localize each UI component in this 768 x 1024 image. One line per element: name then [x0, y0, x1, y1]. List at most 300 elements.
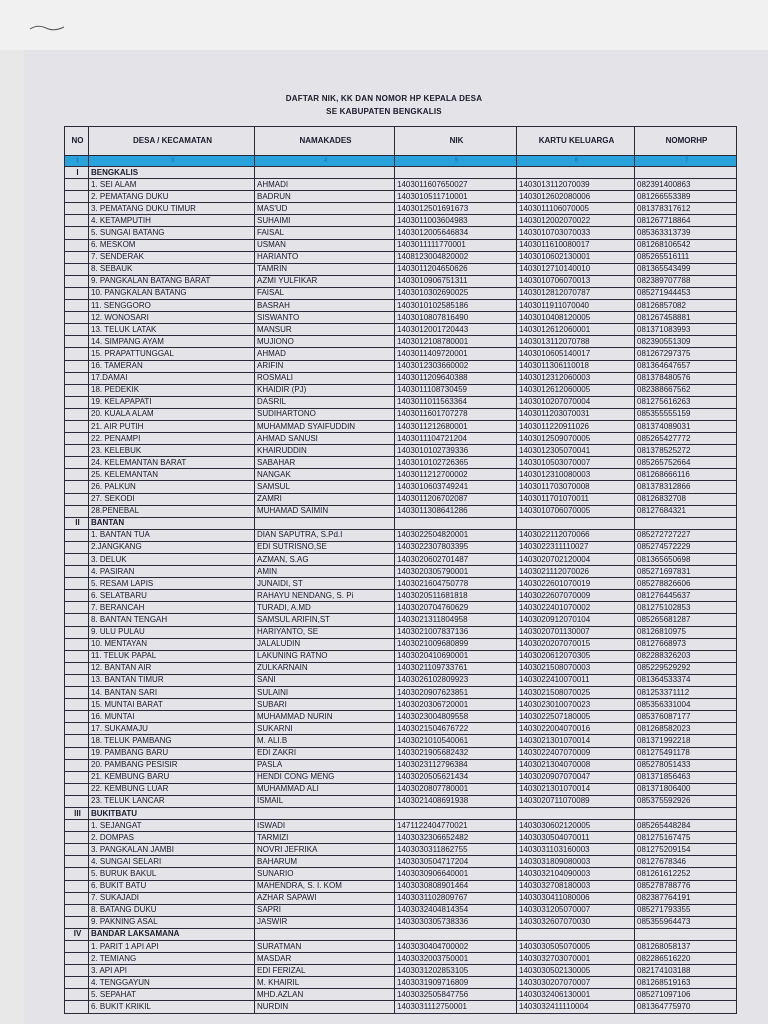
cell-kk: 1403030505070005 — [517, 941, 635, 953]
cell-nomorhp: 082388667562 — [635, 384, 737, 396]
cell-nomorhp: 081371806400 — [635, 783, 737, 795]
cell-namakades: ISMAIL — [255, 795, 395, 807]
cell-desa: 17. SUKAMAJU — [89, 723, 255, 735]
cell-desa: 3. DELUK — [89, 554, 255, 566]
cell-no — [65, 650, 89, 662]
cell-desa: 6. SELATBARU — [89, 590, 255, 602]
cell-kk: 1403011911070040 — [517, 300, 635, 312]
table-row — [65, 747, 737, 759]
cell-no — [65, 674, 89, 686]
cell-kk: 1403021508070025 — [517, 687, 635, 699]
cell-no — [65, 941, 89, 953]
cell-nomorhp: 081275616263 — [635, 396, 737, 408]
cell-nomorhp: 085265427772 — [635, 433, 737, 445]
cell-kk — [517, 167, 635, 179]
cell-nomorhp — [635, 807, 737, 819]
cell-namakades: MUJIONO — [255, 336, 395, 348]
cell-namakades — [255, 807, 395, 819]
cell-kk: 1403030411080006 — [517, 892, 635, 904]
cell-kk: 1403010706070013 — [517, 275, 635, 287]
table-row — [65, 578, 737, 590]
cell-desa: 1. SEI ALAM — [89, 179, 255, 191]
cell-no — [65, 747, 89, 759]
cell-desa: 15. MUNTAI BARAT — [89, 699, 255, 711]
cell-desa: 21. AIR PUTIH — [89, 420, 255, 432]
cell-desa: 3. PANGKALAN JAMBI — [89, 844, 255, 856]
cell-no — [65, 239, 89, 251]
cell-namakades — [255, 517, 395, 529]
cell-namakades: BASRAH — [255, 300, 395, 312]
cell-nomorhp: 085376087177 — [635, 711, 737, 723]
cell-namakades: MUHAMMAD SYAIFUDDIN — [255, 420, 395, 432]
village-head-table — [64, 126, 737, 1014]
table-row — [65, 868, 737, 880]
table-row — [65, 638, 737, 650]
cell-namakades: AMIN — [255, 566, 395, 578]
cell-kk: 1403012602080006 — [517, 191, 635, 203]
cell-kk: 1403020612070305 — [517, 650, 635, 662]
cell-nomorhp: 08126832708 — [635, 493, 737, 505]
cell-kk: 1403012310080003 — [517, 469, 635, 481]
table-row — [65, 275, 737, 287]
table-row — [65, 832, 737, 844]
table-row — [65, 674, 737, 686]
table-row — [65, 529, 737, 541]
cell-namakades: MASDAR — [255, 953, 395, 965]
cell-desa: 16. TAMERAN — [89, 360, 255, 372]
cell-nik: 1403032306652482 — [395, 832, 517, 844]
cell-namakades: LAKUNING RATNO — [255, 650, 395, 662]
cell-desa: 7. SENDERAK — [89, 251, 255, 263]
cell-desa: 6. BUKIT BATU — [89, 880, 255, 892]
table-row — [65, 312, 737, 324]
cell-no — [65, 312, 89, 324]
cell-desa: 5. RESAM LAPIS — [89, 578, 255, 590]
cell-desa: 14. BANTAN SARI — [89, 687, 255, 699]
cell-desa: 22. KEMBUNG LUAR — [89, 783, 255, 795]
cell-namakades: SISWANTO — [255, 312, 395, 324]
cell-no — [65, 844, 89, 856]
table-row — [65, 711, 737, 723]
cell-no: IV — [65, 928, 89, 940]
cell-no — [65, 554, 89, 566]
cell-no — [65, 469, 89, 481]
cell-nik: 1403012303660002 — [395, 360, 517, 372]
cell-no — [65, 953, 89, 965]
cell-kk: 1403023010070023 — [517, 699, 635, 711]
cell-no — [65, 771, 89, 783]
cell-nik: 1403011212680001 — [395, 420, 517, 432]
cell-namakades: SABAHAR — [255, 457, 395, 469]
cell-kk: 1403030207070007 — [517, 977, 635, 989]
cell-kk: 1403031809080003 — [517, 856, 635, 868]
cell-desa: 25. KELEMANTAN — [89, 469, 255, 481]
cell-no — [65, 965, 89, 977]
table-row — [65, 457, 737, 469]
cell-no — [65, 348, 89, 360]
cell-namakades: MAHENDRA, S. I. KOM — [255, 880, 395, 892]
cell-nik: 1403020602701487 — [395, 554, 517, 566]
cell-namakades: M. ALI.B — [255, 735, 395, 747]
table-row — [65, 215, 737, 227]
cell-nik: 1403020505621434 — [395, 771, 517, 783]
cell-no — [65, 529, 89, 541]
cell-nik: 1403021504676722 — [395, 723, 517, 735]
table-row — [65, 227, 737, 239]
cell-nik: 1403010511710001 — [395, 191, 517, 203]
cell-kk: 1403020702120004 — [517, 554, 635, 566]
cell-kk: 1403010503070007 — [517, 457, 635, 469]
cell-no — [65, 493, 89, 505]
cell-nik: 1403021408691938 — [395, 795, 517, 807]
cell-nik: 1403012108780001 — [395, 336, 517, 348]
cell-no: II — [65, 517, 89, 529]
table-row — [65, 699, 737, 711]
table-body — [65, 167, 737, 1014]
cell-no: I — [65, 167, 89, 179]
cell-nomorhp: 082387764191 — [635, 892, 737, 904]
cell-desa: 12. WONOSARI — [89, 312, 255, 324]
cell-namakades: KHAIRUDDIN — [255, 445, 395, 457]
cell-desa: 13. TELUK LATAK — [89, 324, 255, 336]
cell-namakades: SANI — [255, 674, 395, 686]
cell-namakades: SULAINI — [255, 687, 395, 699]
cell-kk: 1403020907070047 — [517, 771, 635, 783]
cell-namakades: JUNAIDI, ST — [255, 578, 395, 590]
table-row — [65, 324, 737, 336]
cell-kk: 1403012812070787 — [517, 287, 635, 299]
cell-no — [65, 759, 89, 771]
cell-desa: 1. BANTAN TUA — [89, 529, 255, 541]
cell-no — [65, 868, 89, 880]
cell-desa: BANTAN — [89, 517, 255, 529]
cell-kk: 1403012509070005 — [517, 433, 635, 445]
cell-nik: 1403011212700002 — [395, 469, 517, 481]
cell-kk: 1403022507180005 — [517, 711, 635, 723]
cell-nik: 1403030504717204 — [395, 856, 517, 868]
cell-nomorhp: 081253371112 — [635, 687, 737, 699]
cell-nomorhp: 08126810975 — [635, 626, 737, 638]
cell-kk: 1403022401070002 — [517, 602, 635, 614]
column-number-row — [65, 156, 737, 167]
cell-namakades: NURDIN — [255, 1001, 395, 1013]
cell-nik: 1471122404770021 — [395, 820, 517, 832]
cell-namakades: ZULKARNAIN — [255, 662, 395, 674]
cell-no — [65, 638, 89, 650]
cell-nik: 1403012001720443 — [395, 324, 517, 336]
cell-nik: 1403026102809923 — [395, 674, 517, 686]
cell-nik: 1403022504820001 — [395, 529, 517, 541]
cell-nomorhp: 081378480576 — [635, 372, 737, 384]
cell-no — [65, 179, 89, 191]
cell-no — [65, 505, 89, 517]
cell-kk: 1403022601070019 — [517, 578, 635, 590]
cell-namakades: ROSMALI — [255, 372, 395, 384]
cell-nomorhp: 085271793355 — [635, 904, 737, 916]
cell-namakades: ISWADI — [255, 820, 395, 832]
cell-kk: 1403010605140017 — [517, 348, 635, 360]
col-number: 5 — [395, 156, 517, 167]
cell-desa: 20. PAMBANG PESISIR — [89, 759, 255, 771]
cell-kk: 1403011701070011 — [517, 493, 635, 505]
table-row — [65, 493, 737, 505]
cell-desa: 21. KEMBUNG BARU — [89, 771, 255, 783]
cell-desa: BENGKALIS — [89, 167, 255, 179]
cell-kk: 1403010706070005 — [517, 505, 635, 517]
table-row — [65, 372, 737, 384]
cell-desa: 19. KELAPAPATI — [89, 396, 255, 408]
cell-no — [65, 820, 89, 832]
cell-namakades: EDI FERIZAL — [255, 965, 395, 977]
cell-namakades — [255, 928, 395, 940]
cell-kk: 1403032703070001 — [517, 953, 635, 965]
section-row — [65, 807, 737, 819]
cell-nik: 1403010102726365 — [395, 457, 517, 469]
cell-kk: 1403032708180003 — [517, 880, 635, 892]
cell-nomorhp: 081378317612 — [635, 203, 737, 215]
col-number: 3 — [89, 156, 255, 167]
cell-kk: 1403022407070009 — [517, 747, 635, 759]
cell-nomorhp: 082288326203 — [635, 650, 737, 662]
cell-nomorhp: 082389707788 — [635, 275, 737, 287]
cell-namakades: RAHAYU NENDANG, S. Pi — [255, 590, 395, 602]
cell-no — [65, 227, 89, 239]
cell-desa: 9. PANGKALAN BATANG BARAT — [89, 275, 255, 287]
table-row — [65, 650, 737, 662]
cell-namakades: MANSUR — [255, 324, 395, 336]
cell-nomorhp: 08127668973 — [635, 638, 737, 650]
cell-no — [65, 1001, 89, 1013]
cell-nik: 1403020410690001 — [395, 650, 517, 662]
cell-namakades: SUNARIO — [255, 868, 395, 880]
cell-nik: 1403020305790001 — [395, 566, 517, 578]
cell-nik: 1403011003604983 — [395, 215, 517, 227]
cell-nik: 1403032003750001 — [395, 953, 517, 965]
cell-nik: 1403031909716809 — [395, 977, 517, 989]
cell-kk: 1403020207070015 — [517, 638, 635, 650]
table-row — [65, 723, 737, 735]
cell-desa: 2. PEMATANG DUKU — [89, 191, 255, 203]
cell-kk: 1403020711070089 — [517, 795, 635, 807]
cell-desa: 26. PALKUN — [89, 481, 255, 493]
cell-nomorhp — [635, 167, 737, 179]
table-row — [65, 433, 737, 445]
cell-nomorhp: 081365650698 — [635, 554, 737, 566]
cell-nomorhp: 081364647657 — [635, 360, 737, 372]
cell-desa: 3. PEMATANG DUKU TIMUR — [89, 203, 255, 215]
table-row — [65, 287, 737, 299]
cell-kk: 1403013112070788 — [517, 336, 635, 348]
cell-nik — [395, 517, 517, 529]
cell-nik: 1403011209640388 — [395, 372, 517, 384]
cell-no — [65, 541, 89, 553]
cell-kk: 1403022004070016 — [517, 723, 635, 735]
cell-namakades: AZMAN, S.AG — [255, 554, 395, 566]
cell-nomorhp: 082390551309 — [635, 336, 737, 348]
cell-nik — [395, 928, 517, 940]
cell-nomorhp: 081371992218 — [635, 735, 737, 747]
cell-namakades: JASWIR — [255, 916, 395, 928]
cell-desa: 7. SUKAJADI — [89, 892, 255, 904]
cell-kk: 1403012612060005 — [517, 384, 635, 396]
cell-nik: 1403011108730459 — [395, 384, 517, 396]
cell-desa: 19. PAMBANG BARU — [89, 747, 255, 759]
table-row — [65, 590, 737, 602]
cell-desa: 1. PARIT 1 API API — [89, 941, 255, 953]
cell-nomorhp: 082174103188 — [635, 965, 737, 977]
table-row — [65, 953, 737, 965]
cell-desa: 4. PASIRAN — [89, 566, 255, 578]
table-row — [65, 977, 737, 989]
cell-nik: 1403020807780001 — [395, 783, 517, 795]
cell-no — [65, 445, 89, 457]
cell-kk: 1403022311110027 — [517, 541, 635, 553]
table-row — [65, 239, 737, 251]
table-row — [65, 384, 737, 396]
table-row — [65, 795, 737, 807]
cell-kk: 1403030602120005 — [517, 820, 635, 832]
cell-desa: 27. SEKODI — [89, 493, 255, 505]
cell-no — [65, 408, 89, 420]
cell-desa: 17.DAMAI — [89, 372, 255, 384]
cell-namakades: NOVRI JEFRIKA — [255, 844, 395, 856]
cell-namakades: HARIYANTO, SE — [255, 626, 395, 638]
cell-no — [65, 626, 89, 638]
cell-kk: 1403011203070031 — [517, 408, 635, 420]
table-row — [65, 191, 737, 203]
cell-nik: 1408123004820002 — [395, 251, 517, 263]
cell-no — [65, 723, 89, 735]
cell-nomorhp: 085274572229 — [635, 541, 737, 553]
cell-desa: 7. BERANCAH — [89, 602, 255, 614]
cell-desa: 15. PRAPATTUNGGAL — [89, 348, 255, 360]
cell-desa: 2. DOMPAS — [89, 832, 255, 844]
cell-no — [65, 602, 89, 614]
cell-nomorhp: 081275491178 — [635, 747, 737, 759]
cell-nik: 1403030305738336 — [395, 916, 517, 928]
cell-nomorhp: 081268106542 — [635, 239, 737, 251]
cell-nomorhp: 085272727227 — [635, 529, 737, 541]
table-row — [65, 481, 737, 493]
cell-no — [65, 892, 89, 904]
cell-kk: 1403021112070026 — [517, 566, 635, 578]
cell-nik: 1403022307803395 — [395, 541, 517, 553]
col-header-nomorhp: NOMORHP — [635, 127, 737, 156]
cell-desa: 5. BURUK BAKUL — [89, 868, 255, 880]
cell-desa: 4. TENGGAYUN — [89, 977, 255, 989]
cell-nomorhp: 08127684321 — [635, 505, 737, 517]
cell-namakades: FAISAL — [255, 287, 395, 299]
cell-namakades: MHD.AZLAN — [255, 989, 395, 1001]
cell-nomorhp — [635, 928, 737, 940]
table-row — [65, 348, 737, 360]
table-row — [65, 759, 737, 771]
cell-kk: 1403031103160003 — [517, 844, 635, 856]
cell-nik: 1403010807816490 — [395, 312, 517, 324]
cell-nik: 1403021905682432 — [395, 747, 517, 759]
cell-nomorhp: 085278788776 — [635, 880, 737, 892]
cell-desa: 13. BANTAN TIMUR — [89, 674, 255, 686]
cell-desa: 8. BATANG DUKU — [89, 904, 255, 916]
cell-nik: 1403010102739336 — [395, 445, 517, 457]
cell-nomorhp: 085278826606 — [635, 578, 737, 590]
table-row — [65, 687, 737, 699]
table-row — [65, 880, 737, 892]
cell-nomorhp: 085363313739 — [635, 227, 737, 239]
cell-nomorhp: 085265752664 — [635, 457, 737, 469]
cell-nomorhp: 081267718864 — [635, 215, 737, 227]
table-row — [65, 1001, 737, 1013]
cell-namakades: SURATMAN — [255, 941, 395, 953]
cell-nomorhp: 081364533374 — [635, 674, 737, 686]
cell-kk: 1403010207070004 — [517, 396, 635, 408]
document-subtitle: SE KABUPATEN BENGKALIS — [326, 107, 442, 116]
cell-desa: 16. MUNTAI — [89, 711, 255, 723]
cell-no — [65, 832, 89, 844]
cell-no — [65, 711, 89, 723]
cell-desa: 10. PANGKALAN BATANG — [89, 287, 255, 299]
cell-nomorhp: 081267458881 — [635, 312, 737, 324]
cell-namakades: SAPRI — [255, 904, 395, 916]
cell-no — [65, 481, 89, 493]
cell-nik: 1403021009680899 — [395, 638, 517, 650]
cell-nomorhp: 085265516111 — [635, 251, 737, 263]
cell-no — [65, 662, 89, 674]
cell-nik: 1403010102585186 — [395, 300, 517, 312]
cell-desa: 18. TELUK PAMBANG — [89, 735, 255, 747]
cell-nik: 1403021007837136 — [395, 626, 517, 638]
cell-nomorhp: 081266553389 — [635, 191, 737, 203]
cell-namakades: M. KHAIRIL — [255, 977, 395, 989]
cell-nik: 1403032404814354 — [395, 904, 517, 916]
cell-namakades: USMAN — [255, 239, 395, 251]
cell-no — [65, 795, 89, 807]
cell-desa: 11. TELUK PAPAL — [89, 650, 255, 662]
cell-nomorhp: 085271944453 — [635, 287, 737, 299]
cell-namakades: TAMRIN — [255, 263, 395, 275]
cell-nik: 1403031112750001 — [395, 1001, 517, 1013]
cell-nomorhp: 08127678346 — [635, 856, 737, 868]
cell-desa: BANDAR LAKSAMANA — [89, 928, 255, 940]
cell-no — [65, 263, 89, 275]
cell-kk: 1403021301070014 — [517, 783, 635, 795]
cell-namakades: DIAN SAPUTRA, S.Pd.I — [255, 529, 395, 541]
cell-namakades: JALALUDIN — [255, 638, 395, 650]
cell-desa: 11. SENGGORO — [89, 300, 255, 312]
cell-nik: 1403021109733761 — [395, 662, 517, 674]
cell-namakades: SAMSUL ARIFIN,ST — [255, 614, 395, 626]
table-row — [65, 445, 737, 457]
cell-kk: 1403012312060003 — [517, 372, 635, 384]
cell-nik: 1403010603749241 — [395, 481, 517, 493]
table-row — [65, 566, 737, 578]
cell-nik: 1403012501691673 — [395, 203, 517, 215]
table-row — [65, 662, 737, 674]
cell-nomorhp: 081267297375 — [635, 348, 737, 360]
cell-nik: 1403011011563364 — [395, 396, 517, 408]
cell-kk: 1403032406130001 — [517, 989, 635, 1001]
section-row — [65, 167, 737, 179]
cell-kk: 1403021301070014 — [517, 735, 635, 747]
cell-nik: 1403020704760629 — [395, 602, 517, 614]
cell-namakades: SUBARI — [255, 699, 395, 711]
cell-nik: 1403011206702087 — [395, 493, 517, 505]
col-number: 6 — [517, 156, 635, 167]
cell-namakades: HARIANTO — [255, 251, 395, 263]
cell-namakades: AZMI YULFIKAR — [255, 275, 395, 287]
cell-kk: 1403012612060001 — [517, 324, 635, 336]
table-row — [65, 469, 737, 481]
